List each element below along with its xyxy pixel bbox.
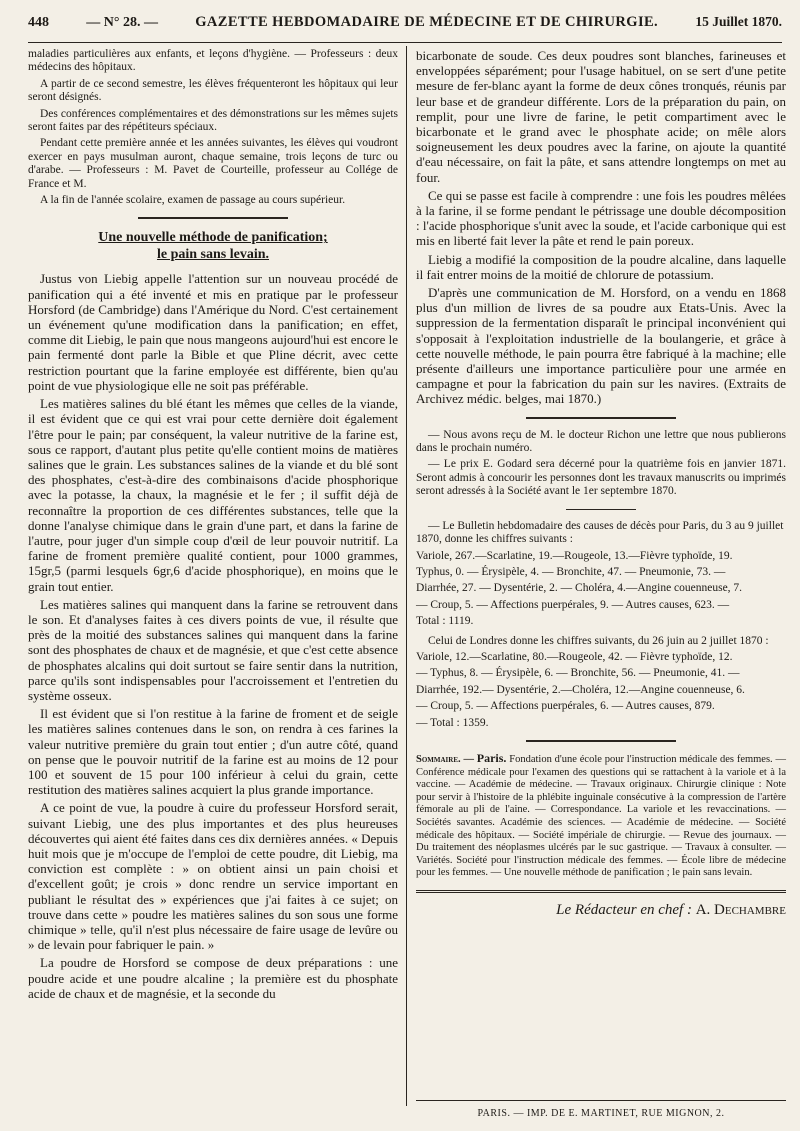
sommaire-text: Fondation d'une école pour l'instruction médicale des femmes. —Conférence médicale pour l'examen des questions qui se rattachent à la variole et à la vaccine. — Académie de médecine. — Travaux originaux. Chirurgie clinique : Note pour servir à l'histoire de la phlébite inguinale consécutive à la compression de l'artère fémorale au pli de l'aine. — Correspondance. La variole et les revaccinations. — Sociétés savantes. Académie des sciences. — Académie de médecine. — Société médicale des hôpitaux. — Société impériale de chirurgie. — Revue des journaux. — Du traitement des néoplasmes ulcérés par le suc gastrique. — Travaux à consulter. — Variétés. Société pour l'instruction médicale des femmes. — École libre de médecine pour les femmes. — Une nouvelle méthode de panification ; le pain sans levain. (416, 753, 786, 879)
article-paragraph: bicarbonate de soude. Ces deux poudres sont blanches, farineuses et enveloppées séparément; pour l'usage habituel, on se sert d'une petite mesure de fer-blanc ayant la forme de deux cônes tronqués, réunis par leur base et de grandeur différente. Lors de la préparation du pain, on remplit, pour une livre de farine, le petit compartiment avec le bicarbonate et le grand avec le phosphate acide; on mêle alors soigneusement les deux poudres avec la farine, on ajoute la quantité d'eau nécessaire, on fait la pâte, et sans attendre longtemps on met au four. (416, 48, 786, 185)
notice: — Nous avons reçu de M. le docteur Richon une lettre que nous publierons dans le prochain numéro. (416, 428, 786, 455)
bulletin-intro: Celui de Londres donne les chiffres suivants, du 26 juin au 2 juillet 1870 : (428, 634, 769, 647)
section-separator (138, 217, 288, 219)
double-rule (416, 890, 786, 893)
sommaire-label: Sommaire. — (416, 753, 474, 765)
section-separator (526, 740, 676, 742)
issue-date: 15 Juillet 1870. (695, 14, 782, 29)
article-paragraph: Justus von Liebig appelle l'attention sur un nouveau procédé de panification qui a été inventé et mis en pratique par le professeur Horsford (de Cambridge) dans l'Amérique du Nord. C'est certainement un événement qu'une modification dans la panification; en effet, comme dit Liebig, le pain que nous mangeons aujourd'hui est encore le pain fermenté dont parle la Bible et que Pline décrit, avec cette restriction pourtant que la farine employée est différente, bien qu'au point de vue physiologique elle ne soit pas préférable. (28, 271, 398, 393)
article-paragraph: La poudre de Horsford se compose de deux préparations : une poudre acide et une poudre alcaline ; la première est du phosphate acide de chaux et de magnésie, et la seconde du (28, 955, 398, 1001)
right-column (416, 48, 786, 918)
bulletin-line: Variole, 267.—Scarlatine, 19.—Rougeole, 13.—Fièvre typhoïde, 19. (416, 549, 733, 562)
issue-number: — N° 28. — (86, 15, 158, 30)
bulletin-line: — Total : 1359. (416, 716, 489, 729)
bulletin-line: Total : 1119. (416, 615, 474, 628)
paris-mortality-bulletin (416, 520, 786, 629)
article-paragraph: Ce qui se passe est facile à comprendre : une fois les poudres mêlées à la farine, il se forme pendant le pétrissage une double décomposition : l'acide phosphorique s'unit avec la soude, et l'acide carbonique qui est mis en liberté fait lever la pâte et rend le pain poreux. (416, 187, 786, 249)
page-number: 448 (28, 15, 49, 30)
sommaire-paris: Paris. (476, 750, 507, 765)
article-paragraph: Il est évident que si l'on restitue à la farine de froment et de seigle les matières salines contenues dans le son, on rendra à ces farines la valeur nutritive première du grain tout entier ; d'un autre côté, quand on pense que le pouvoir nutritif de la farine est au moins de 12 pour 100 et souvent de 15 pour 100 inférieur à celui du grain, cette restitution des matières salines acquiert la plus grande importance. (28, 706, 398, 798)
bulletin-intro: — Le Bulletin hebdomadaire des causes de décès pour Paris, du 3 au 9 juillet 1870, donne les chiffres suivants : (416, 519, 784, 546)
sommaire (416, 752, 786, 880)
article-title-line: Une nouvelle méthode de panification; (98, 230, 328, 246)
intro-paragraph: A partir de ce second semestre, les élèves fréquenteront les hôpitaux qui leur seront désignés. (28, 77, 398, 104)
bulletin-line: Diarrhée, 192.— Dysentérie, 2.—Choléra, 12.—Angine couenneuse, 6. (416, 683, 745, 696)
journal-title: GAZETTE HEBDOMADAIRE DE MÉDECINE ET DE CHIRURGIE. (195, 14, 659, 30)
article-paragraph: Les matières salines du blé étant les mêmes que celles de la viande, il est évident que ce qui est vrai pour cette dernière doit également l'être pour le pain; par conséquent, la valeur nutritive de la farine est, sous ce rapport, d'autant plus petite qu'elle contient moins de matières salines que le grain. Les substances salines de la viande et du blé sont des phosphates, c'est-à-dire des combinaisons d'acide phosphorique avec la potasse, la chaux, la magnésie et le fer ; il suffit déjà de reconnaître la proportion de ces différentes substances, telle que la donne l'analyse chimique dans le grain d'une part, et dans la farine de l'autre, pour juger d'un simple coup d'œil de leur pouvoir nutritif. La farine de froment première qualité contient, pour 1000 grammes, 15gr,5 (parmi lesquels 6gr,6 d'acide phosphorique), en moins que le grain tout entier. (28, 396, 398, 594)
intro-paragraph: Des conférences complémentaires et des démonstrations sur les mêmes sujets seront faites par des répétiteurs spéciaux. (28, 107, 398, 134)
section-separator (526, 417, 676, 419)
article-paragraph: Liebig a modifié la composition de la poudre alcaline, dans laquelle il fait entrer moins de la moitié de chlorure de potassium. (416, 251, 786, 282)
page-header (28, 14, 782, 40)
signature-label: Le Rédacteur en chef : (556, 901, 692, 918)
signature-name: A. Dechambre (695, 901, 786, 918)
bulletin-line: Diarrhée, 27. — Dysentérie, 2. — Choléra, 4.—Angine couenneuse, 7. (416, 582, 743, 595)
bulletin-line: — Croup, 5. — Affections puerpérales, 6. — Autres causes, 879. (416, 700, 715, 713)
article-title (28, 229, 398, 263)
intro-paragraph: maladies particulières aux enfants, et leçons d'hygiène. — Professeurs : deux médecins des hôpitaux. (28, 48, 398, 74)
article-title-line: le pain sans levain. (156, 247, 270, 263)
notice: — Le prix E. Godard sera décerné pour la quatrième fois en janvier 1871. Seront admis à concourir les personnes dont les travaux manuscrits ou imprimés seront adressés à la Société avant le 1er septembre 1870. (416, 458, 786, 498)
intro-paragraph: A la fin de l'année scolaire, examen de passage au cours supérieur. (40, 194, 346, 207)
editor-signature (416, 903, 786, 918)
article-paragraph: Les matières salines qui manquent dans la farine se retrouvent dans le son. Et d'analyses faites à ces divers points de vue, il résulte que près de la moitié des substances salines qui manquent dans la farine sont des phosphates de chaux et de magnésie, et que c'est cette absence de phosphates alcalins qui doit surtout se faire sentir dans la nutrition, parce qu'ils sont indispensables pour l'accroissement et l'entretien du système osseux. (28, 596, 398, 703)
left-column (28, 48, 398, 1004)
article-paragraph: D'après une communication de M. Horsford, on a vendu en 1868 plus d'un million de livres de sa poudre aux Etats-Unis. Avec la suppression de la fermentation disparaît le principal inconvénient qui s'opposait à l'exploitation industrielle de la boulangerie, et grâce à cette nouvelle méthode, le pain pourra être fabriqué à la machine; elle présente d'ailleurs une importance particulière pour une armée en campagne et pour la fabrication du pain sur les navires. (Extraits de Archivez médic. belges, mai 1870.) (416, 285, 786, 407)
bulletin-line: — Croup, 5. — Affections puerpérales, 9. — Autres causes, 623. — (416, 598, 730, 611)
london-mortality-bulletin (416, 635, 786, 730)
bulletin-line: Variole, 12.—Scarlatine, 80.—Rougeole, 42. — Fièvre typhoïde, 12. (416, 650, 733, 663)
bulletin-line: — Typhus, 8. — Érysipèle, 6. — Bronchite, 56. — Pneumonie, 41. — (416, 667, 740, 680)
article-paragraph: A ce point de vue, la poudre à cuire du professeur Horsford serait, suivant Liebig, une des plus importantes et des plus heureuses découvertes qui aient été faites dans ces dix dernières années. « Depuis huit mois que je m'occupe de l'emploi de cette poudre, dit Liebig, ma conviction est complète : » on obtient ainsi un pain choisi et d'excellent goût; je crois » donc rendre un service important en publiant le résultat des » expériences que j'ai faites à ce sujet; on trouve dans cette » poudre les matières salines du son sous une forme chimique » telle, qu'il n'est plus nécessaire de faire usage de levûre ou » de levain pour fabriquer le pain. » (28, 800, 398, 953)
bulletin-line: Typhus, 0. — Érysipèle, 4. — Bronchite, 47. — Pneumonie, 73. — (416, 565, 726, 578)
header-rule (28, 42, 782, 43)
intro-paragraph: Pendant cette première année et les années suivantes, les élèves qui voudront exercer en pays musulman auront, chaque semaine, trois leçons de turc ou d'arabe. — Professeurs : M. Pavet de Courteille, professeur au Collége de France et M. (28, 137, 398, 190)
short-separator (566, 509, 636, 510)
column-divider (406, 46, 407, 1106)
imprint: PARIS. — IMP. DE E. MARTINET, RUE MIGNON, 2. (477, 1108, 725, 1119)
imprint-rule (416, 1100, 786, 1101)
